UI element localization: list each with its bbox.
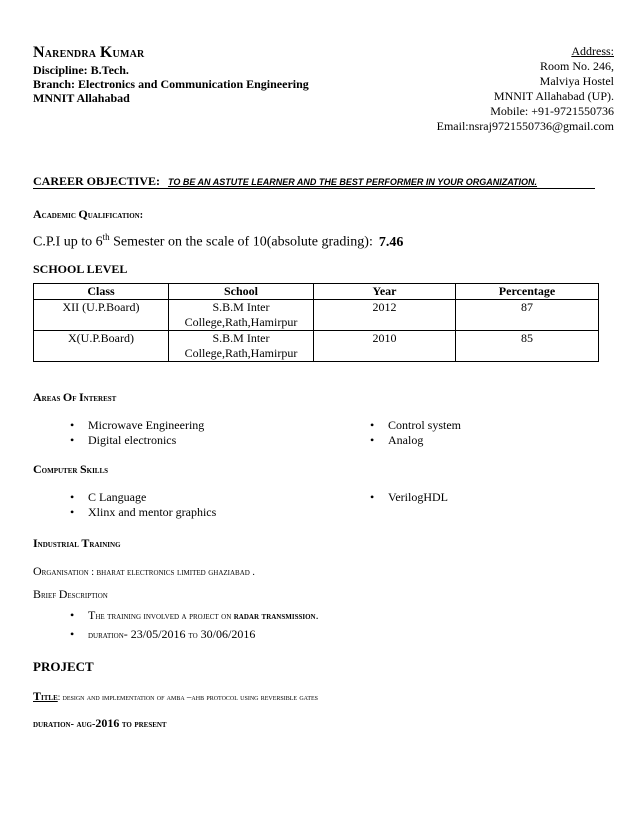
college: MNNIT Allahabad xyxy=(33,91,130,105)
list-item: • Control system xyxy=(366,418,461,433)
branch: Branch: Electronics and Communication Engineering xyxy=(33,77,309,91)
table-cell: 2010 xyxy=(314,331,456,362)
list-item: • C Language xyxy=(66,490,216,505)
column-header: School xyxy=(169,284,314,300)
school-level-heading: SCHOOL LEVEL xyxy=(33,262,128,276)
mobile-number: Mobile: +91-9721550736 xyxy=(490,104,614,118)
table-cell: 87 xyxy=(456,300,599,331)
training-details-list xyxy=(66,608,319,643)
column-header: Year xyxy=(314,284,456,300)
table-cell: 2012 xyxy=(314,300,456,331)
list-item: • VerilogHDL xyxy=(366,490,448,505)
interests-list-left xyxy=(66,418,204,448)
list-item: • Microwave Engineering xyxy=(66,418,204,433)
career-objective: CAREER OBJECTIVE: TO BE AN ASTUTE LEARNER AND THE BEST PERFORMER IN YOUR ORGANIZATION. xyxy=(33,174,538,188)
skills-list-right xyxy=(366,490,448,505)
address-line: Malviya Hostel xyxy=(539,74,614,88)
candidate-name: Narendra Kumar xyxy=(33,44,145,61)
table-cell: S.B.M Inter College,Rath,Hamirpur xyxy=(169,331,314,362)
table-cell: 85 xyxy=(456,331,599,362)
table-cell: S.B.M Inter College,Rath,Hamirpur xyxy=(169,300,314,331)
skills-list-left xyxy=(66,490,216,520)
list-item: • Analog xyxy=(366,433,461,448)
project-duration: duration- aug-2016 to present xyxy=(33,716,167,730)
table-cell: X(U.P.Board) xyxy=(34,331,169,362)
address-label: Address: xyxy=(571,44,614,58)
column-header: Class xyxy=(34,284,169,300)
table-header-row xyxy=(34,284,599,300)
section-divider xyxy=(33,188,595,189)
interests-heading: Areas Of Interest xyxy=(33,390,117,404)
column-header: Percentage xyxy=(456,284,599,300)
discipline: Discipline: B.Tech. xyxy=(33,63,129,77)
list-item: • The training involved a project on radar transmission. xyxy=(66,608,319,624)
address-line: Room No. 246, xyxy=(539,59,614,73)
table-cell: XII (U.P.Board) xyxy=(34,300,169,331)
skills-heading: Computer Skills xyxy=(33,462,109,476)
brief-description-heading: Brief Description xyxy=(33,587,108,601)
academic-heading: Academic Qualification: xyxy=(33,207,144,221)
email-address: Email:nsraj9721550736@gmail.com xyxy=(436,119,614,133)
list-item: • duration- 23/05/2016 to 30/06/2016 xyxy=(66,627,319,643)
organisation-line: Organisation : bharat electronics limited ghaziabad . xyxy=(33,564,255,578)
list-item: • Digital electronics xyxy=(66,433,204,448)
school-table xyxy=(33,283,599,362)
training-heading: Industrial Training xyxy=(33,536,121,550)
table-row xyxy=(34,300,599,331)
interests-list-right xyxy=(366,418,461,448)
list-item: • Xlinx and mentor graphics xyxy=(66,505,216,520)
project-title: Title: design and implementation of amba –ahb protocol using reversible gates xyxy=(33,689,319,703)
cpi-value: 7.46 xyxy=(378,234,404,250)
project-heading: PROJECT xyxy=(33,659,94,674)
cpi-line: C.P.I up to 6th Semester on the scale of 10(absolute grading): 7.46 xyxy=(33,232,404,250)
address-line: MNNIT Allahabad (UP). xyxy=(493,89,614,103)
table-row xyxy=(34,331,599,362)
